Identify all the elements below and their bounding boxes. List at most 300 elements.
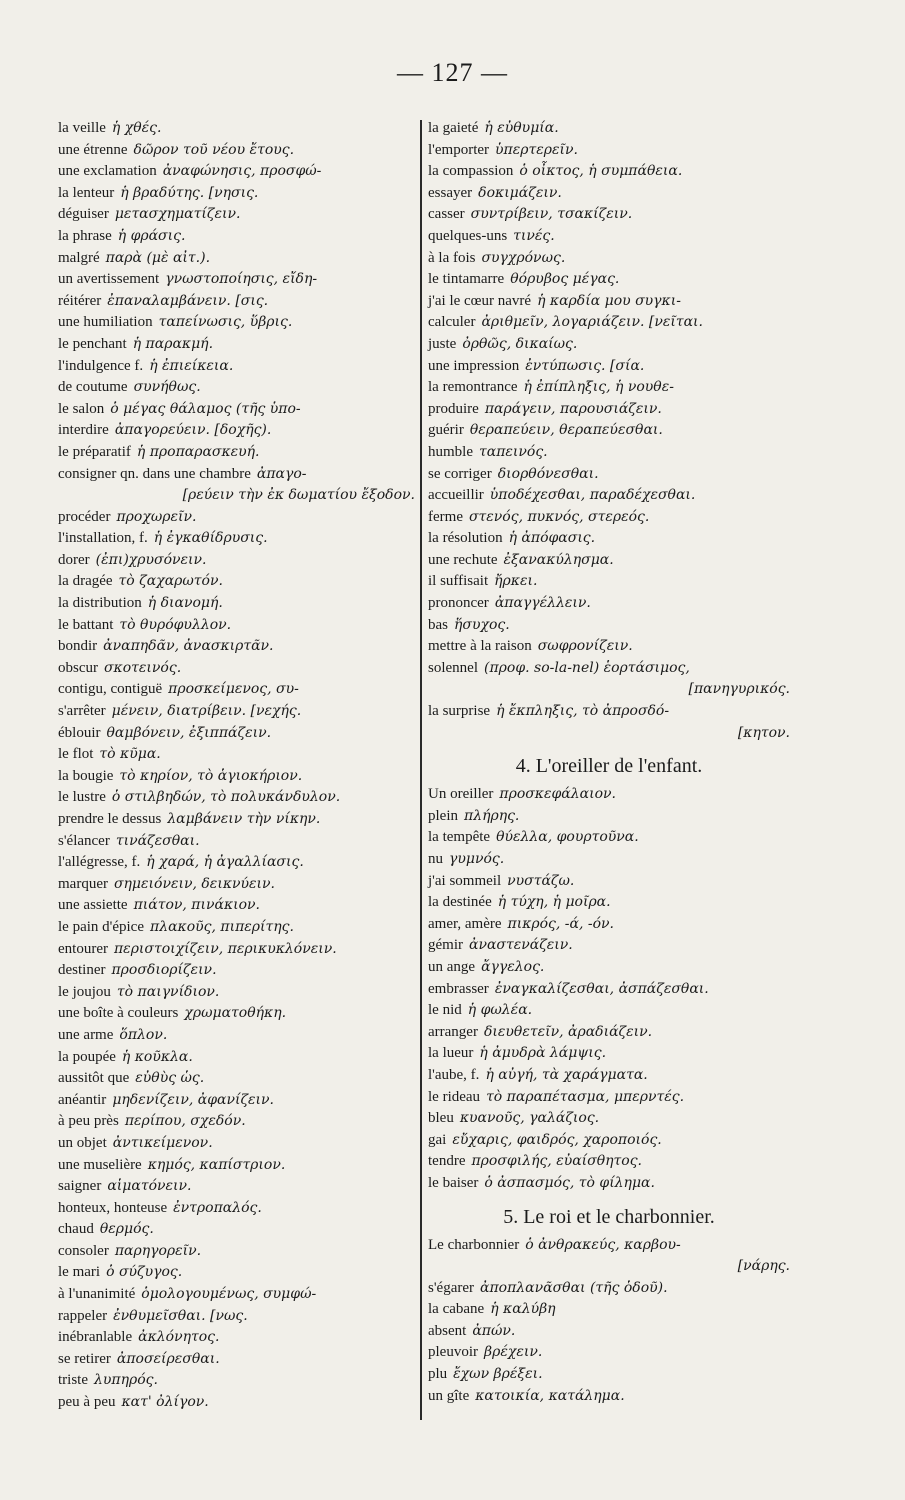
french-term: dorer <box>58 551 90 568</box>
vocab-entry <box>58 1024 415 1046</box>
vocab-entry <box>428 1277 790 1299</box>
greek-translation: ἀπών. <box>472 1322 516 1339</box>
greek-translation: αἱματόνειν. <box>107 1178 192 1195</box>
vocab-entry <box>58 1305 415 1327</box>
vocab-entry <box>58 1283 415 1305</box>
greek-translation: ἡ ἐπίπληξις, ἡ νουθε- <box>523 379 674 396</box>
french-term: honteux, honteuse <box>58 1199 168 1216</box>
french-term: le pain d'épice <box>58 918 144 935</box>
right-column <box>428 117 790 1406</box>
vocab-entry <box>58 916 415 938</box>
greek-translation: ἡ διανομή. <box>147 595 223 612</box>
vocab-entry <box>58 722 415 744</box>
greek-translation: θεραπεύειν, θεραπεύεσθαι. <box>469 422 663 439</box>
greek-translation: ἡ φωλέα. <box>467 1002 533 1019</box>
vocab-entry <box>58 981 415 1003</box>
french-term: chaud <box>58 1221 94 1238</box>
french-term: une étrenne <box>58 141 128 158</box>
greek-translation: ἀναπηδᾶν, ἀνασκιρτᾶν. <box>103 638 274 655</box>
french-term: anéantir <box>58 1091 107 1108</box>
french-term: bondir <box>58 638 98 655</box>
vocab-entry <box>428 484 790 506</box>
greek-translation: ἡ χθές. <box>111 120 162 136</box>
greek-translation: ἀπαγορεύειν. [δοχῆς). <box>114 422 272 439</box>
vocab-entry <box>58 549 415 571</box>
vocab-entry <box>58 938 415 960</box>
vocab-entry <box>428 268 790 290</box>
french-term: se corriger <box>428 465 492 482</box>
vocab-entry <box>58 894 415 916</box>
french-term: arranger <box>428 1023 478 1040</box>
greek-translation: [πανηγυρικός. <box>688 681 790 698</box>
vocab-entry <box>428 570 790 592</box>
greek-translation: ὑποδέχεσθαι, παραδέχεσθαι. <box>489 487 696 504</box>
vocab-entry <box>428 978 790 1000</box>
vocab-entry <box>428 376 790 398</box>
french-term: réitérer <box>58 292 102 309</box>
greek-translation: περιστοιχίζειν, περικυκλόνειν. <box>113 940 337 957</box>
french-term: calculer <box>428 314 476 331</box>
greek-translation: δῶρον τοῦ νέου ἔτους. <box>133 141 295 158</box>
greek-translation: θαμβόνειν, ἐξιππάζειν. <box>106 724 272 741</box>
vocab-entry <box>58 160 415 182</box>
french-term: le nid <box>428 1002 462 1019</box>
greek-translation: ἔχων βρέξει. <box>453 1366 543 1383</box>
french-term: une boîte à couleurs <box>58 1005 179 1022</box>
vocab-entry <box>58 1175 415 1197</box>
greek-translation: ἡ φράσις. <box>117 227 186 244</box>
french-term: un objet <box>58 1134 107 1151</box>
french-term: le salon <box>58 400 105 417</box>
greek-translation: ἀκλόνητος. <box>138 1329 220 1346</box>
greek-translation: [κητον. <box>737 724 790 741</box>
vocab-entry <box>58 355 415 377</box>
french-term: la lueur <box>428 1045 474 1062</box>
greek-translation: ὀρθῶς, δικαίως. <box>462 335 578 352</box>
greek-translation: τινάζεσθαι. <box>115 832 200 849</box>
french-term: entourer <box>58 940 108 957</box>
vocab-entry <box>428 311 790 333</box>
french-term: quelques-uns <box>428 227 508 244</box>
greek-translation: ἡ καρδία μου συγκι- <box>537 292 681 309</box>
greek-translation: ἡ εὐθυμία. <box>484 120 559 136</box>
greek-translation: κατοικία, κατάλημα. <box>475 1387 625 1404</box>
french-term: la phrase <box>58 227 112 244</box>
greek-translation: ἐνθυμεῖσθαι. [νως. <box>113 1307 248 1324</box>
vocab-entry <box>428 956 790 978</box>
vocab-entry <box>58 203 415 225</box>
greek-translation: μηδενίζειν, ἀφανίζειν. <box>112 1091 275 1108</box>
vocab-entry <box>58 1369 415 1391</box>
french-term: gémir <box>428 937 463 954</box>
greek-translation: ἡ αὐγή, τὰ χαράγματα. <box>485 1066 648 1083</box>
vocab-entry <box>428 934 790 956</box>
vocab-entry <box>58 786 415 808</box>
vocab-entry <box>428 805 790 827</box>
vocab-entry <box>428 891 790 913</box>
french-term: s'égarer <box>428 1279 475 1296</box>
french-term: la compassion <box>428 163 514 180</box>
french-term: le flot <box>58 746 94 763</box>
vocab-entry <box>58 333 415 355</box>
french-term: un gîte <box>428 1387 470 1404</box>
greek-translation: μένειν, διατρίβειν. [νεχής. <box>111 703 302 720</box>
greek-translation: ἀριθμεῖν, λογαριάζειν. [νεῖται. <box>481 314 703 331</box>
french-term: solennel <box>428 659 478 676</box>
vocab-entry <box>58 635 415 657</box>
french-term: j'ai le cœur navré <box>428 292 532 309</box>
vocab-entry <box>428 117 790 139</box>
greek-translation: διευθετεῖν, ἀραδιάζειν. <box>483 1023 653 1040</box>
french-term: déguiser <box>58 206 109 223</box>
vocab-entry <box>58 743 415 765</box>
greek-translation: ὁ στιλβηδών, τὸ πολυκάνδυλον. <box>111 789 341 806</box>
french-term: l'aube, f. <box>428 1066 480 1083</box>
greek-translation: προσκείμενος, συ- <box>168 681 299 698</box>
french-term: le rideau <box>428 1088 481 1105</box>
left-column <box>58 117 415 1413</box>
french-term: inébranlable <box>58 1329 133 1346</box>
page-number: — 127 — <box>397 58 508 87</box>
greek-translation: ἡ προπαρασκευή. <box>136 443 260 460</box>
french-term: éblouir <box>58 724 101 741</box>
french-term: l'emporter <box>428 141 490 158</box>
french-term: un avertissement <box>58 271 160 288</box>
greek-translation: εὐθὺς ὡς. <box>135 1070 205 1087</box>
vocab-entry <box>428 635 790 657</box>
french-term: une humiliation <box>58 314 153 331</box>
vocab-entry <box>58 700 415 722</box>
french-term: obscur <box>58 659 98 676</box>
vocab-entry <box>428 1255 790 1277</box>
french-term: le penchant <box>58 335 127 352</box>
french-term: une impression <box>428 357 520 374</box>
right-entries-a <box>428 117 790 743</box>
vocab-entry <box>58 1261 415 1283</box>
vocab-entry <box>58 247 415 269</box>
vocab-entry <box>428 1234 790 1256</box>
french-term: prononcer <box>428 595 489 612</box>
french-term: à l'unanimité <box>58 1286 136 1303</box>
vocab-entry <box>58 1002 415 1024</box>
french-term: à la fois <box>428 249 476 266</box>
french-term: ferme <box>428 508 463 525</box>
vocab-entry <box>58 1240 415 1262</box>
greek-translation: ἀναφώνησις, προσφώ- <box>162 163 322 180</box>
vocab-entry <box>428 441 790 463</box>
french-term: la lenteur <box>58 184 115 201</box>
vocab-entry <box>428 419 790 441</box>
french-term: plein <box>428 807 458 824</box>
vocab-entry <box>428 1042 790 1064</box>
greek-translation: ἀποπλανᾶσθαι (τῆς ὁδοῦ). <box>480 1279 668 1296</box>
french-term: le baiser <box>428 1174 479 1191</box>
greek-translation: ὁ οἶκτος, ἡ συμπάθεια. <box>519 163 683 180</box>
vocab-entry <box>58 657 415 679</box>
vocab-entry <box>58 678 415 700</box>
greek-translation: μετασχηματίζειν. <box>114 206 241 223</box>
vocab-entry <box>58 1089 415 1111</box>
vocab-entry <box>58 1132 415 1154</box>
french-term: la bougie <box>58 767 114 784</box>
french-term: juste <box>428 335 457 352</box>
greek-translation: συγχρόνως. <box>481 249 566 266</box>
greek-translation: τὸ παραπέτασμα, μπερντές. <box>486 1088 685 1105</box>
french-term: j'ai sommeil <box>428 872 502 889</box>
greek-translation: ἤρκει. <box>494 573 538 590</box>
section-heading-5: 5. Le roi et le charbonnier. <box>503 1205 715 1228</box>
greek-translation: τὸ κῦμα. <box>99 746 161 763</box>
vocab-entry <box>58 808 415 830</box>
vocab-entry <box>58 830 415 852</box>
french-term: accueillir <box>428 487 484 504</box>
french-term: tendre <box>428 1153 466 1170</box>
french-term: rappeler <box>58 1307 108 1324</box>
vocab-entry <box>428 506 790 528</box>
french-term: malgré <box>58 249 100 266</box>
french-term: consoler <box>58 1242 109 1259</box>
french-term: bleu <box>428 1110 454 1127</box>
greek-translation: παράγειν, παρουσιάζειν. <box>484 400 662 417</box>
greek-translation: ἡ κοῦκλα. <box>121 1048 193 1065</box>
french-term: le tintamarre <box>428 271 505 288</box>
french-term: consigner qn. dans une chambre <box>58 465 251 482</box>
french-term: embrasser <box>428 980 489 997</box>
greek-translation: ὅπλον. <box>119 1026 168 1043</box>
french-term: l'installation, f. <box>58 530 148 547</box>
greek-translation: παρηγορεῖν. <box>114 1242 202 1259</box>
greek-translation: χρωματοθήκη. <box>184 1005 287 1022</box>
vocab-entry <box>428 1320 790 1342</box>
greek-translation: τὸ θυρόφυλλον. <box>119 616 232 633</box>
vocab-entry <box>58 592 415 614</box>
french-term: la surprise <box>428 703 491 720</box>
vocab-entry <box>58 570 415 592</box>
vocab-entry <box>428 1064 790 1086</box>
french-term: prendre le dessus <box>58 811 162 827</box>
greek-translation: ὑπερτερεῖν. <box>495 141 578 158</box>
vocab-entry <box>428 1129 790 1151</box>
vocab-entry <box>58 851 415 873</box>
vocab-entry <box>428 1021 790 1043</box>
french-term: mettre à la raison <box>428 638 532 655</box>
vocab-entry <box>428 826 790 848</box>
greek-translation: κατ' ὀλίγον. <box>121 1394 209 1411</box>
greek-translation: ὁμολογουμένως, συμφώ- <box>141 1286 317 1303</box>
vocab-entry <box>58 484 415 506</box>
french-term: la destinée <box>428 894 492 911</box>
vocab-entry <box>58 614 415 636</box>
vocab-entry <box>428 463 790 485</box>
greek-translation: ἐντύπωσις. [σία. <box>525 357 645 374</box>
vocab-entry <box>428 722 790 744</box>
vocab-entry <box>58 311 415 333</box>
french-term: gai <box>428 1131 447 1148</box>
vocab-entry <box>428 1298 790 1320</box>
vocab-entry <box>428 999 790 1021</box>
vocab-entry <box>428 1086 790 1108</box>
greek-translation: ἐντροπαλός. <box>173 1199 262 1216</box>
vocab-entry <box>58 182 415 204</box>
french-term: la distribution <box>58 595 142 612</box>
french-term: à peu près <box>58 1113 119 1130</box>
french-term: se retirer <box>58 1350 111 1367</box>
french-term: la veille <box>58 120 106 136</box>
greek-translation: τὸ κηρίον, τὸ ἁγιοκήριον. <box>119 767 303 784</box>
vocab-entry <box>58 419 415 441</box>
french-term: la remontrance <box>428 379 518 396</box>
greek-translation: πλήρης. <box>464 807 520 824</box>
vocab-entry <box>428 333 790 355</box>
french-term: il suffisait <box>428 573 489 590</box>
greek-translation: ἡ χαρά, ἡ ἀγαλλίασις. <box>146 854 304 871</box>
french-term: le mari <box>58 1264 101 1281</box>
greek-translation: θερμός. <box>99 1221 154 1238</box>
greek-translation: κημός, καπίστριον. <box>147 1156 286 1173</box>
vocab-entry <box>428 1385 790 1407</box>
vocab-entry <box>58 1197 415 1219</box>
greek-translation: πιάτον, πινάκιον. <box>133 897 261 914</box>
greek-translation: ἀντικείμενον. <box>112 1134 213 1151</box>
right-entries-b <box>428 783 790 1193</box>
greek-translation: σημειόνειν, δεικνύειν. <box>113 875 275 892</box>
greek-translation: ἡ ἐπιείκεια. <box>149 357 234 374</box>
french-term: saigner <box>58 1178 102 1195</box>
greek-translation: δοκιμάζειν. <box>478 184 562 201</box>
vocab-entry <box>428 527 790 549</box>
greek-translation: ἡ τύχη, ἡ μοῖρα. <box>497 894 611 911</box>
french-term: produire <box>428 400 479 417</box>
greek-translation: ἥσυχος. <box>454 616 510 633</box>
greek-translation: πλακοῦς, πιπερίτης. <box>150 918 294 935</box>
french-term: une arme <box>58 1026 114 1043</box>
greek-translation: τὸ παιγνίδιον. <box>116 983 220 1000</box>
vocab-entry <box>428 592 790 614</box>
greek-translation: θύελλα, φουρτοῦνα. <box>496 829 639 846</box>
vocab-entry <box>58 527 415 549</box>
vocab-entry <box>428 290 790 312</box>
vocab-entry <box>58 1046 415 1068</box>
greek-translation: προσδιορίζειν. <box>111 962 217 979</box>
greek-translation: ἀπαγο- <box>256 465 307 482</box>
french-term: peu à peu <box>58 1394 116 1411</box>
greek-translation: λυπηρός. <box>94 1372 158 1389</box>
french-term: le préparatif <box>58 443 131 460</box>
french-term: un ange <box>428 958 476 975</box>
vocab-entry <box>428 783 790 805</box>
vocab-entry <box>58 1154 415 1176</box>
greek-translation: κυανοῦς, γαλάζιος. <box>459 1110 600 1127</box>
vocab-entry <box>58 463 415 485</box>
french-term: guérir <box>428 422 464 439</box>
french-term: l'indulgence f. <box>58 357 144 374</box>
greek-translation: γνωστοποίησις, εἴδη- <box>165 271 318 288</box>
vocab-entry <box>428 913 790 935</box>
greek-translation: ἀναστενάζειν. <box>469 937 573 954</box>
french-term: aussitôt que <box>58 1070 130 1087</box>
french-term: bas <box>428 616 448 633</box>
vocab-entry <box>58 1326 415 1348</box>
greek-translation: ἄγγελος. <box>481 958 545 975</box>
vocab-entry <box>58 873 415 895</box>
french-term: destiner <box>58 962 106 979</box>
greek-translation: ἡ ἐγκαθίδρυσις. <box>153 530 268 547</box>
greek-translation: ἐπαναλαμβάνειν. [σις. <box>107 292 269 309</box>
greek-translation: ἐξανακύλησμα. <box>503 551 614 568</box>
greek-translation: [νάρης. <box>737 1258 790 1275</box>
french-term: pleuvoir <box>428 1344 478 1361</box>
french-term: une exclamation <box>58 163 157 180</box>
vocab-entry <box>58 117 415 139</box>
greek-translation: σωφρονίζειν. <box>537 638 633 655</box>
vocab-entry <box>428 203 790 225</box>
vocab-entry <box>58 290 415 312</box>
greek-translation: προσφιλής, εὐαίσθητος. <box>471 1153 642 1170</box>
french-term: le battant <box>58 616 114 633</box>
vocab-entry <box>58 1218 415 1240</box>
greek-translation: ὁ ἀσπασμός, τὸ φίλημα. <box>484 1174 655 1191</box>
greek-translation: ἡ ἀμυδρὰ λάμψις. <box>479 1045 607 1062</box>
greek-translation: ταπεινός. <box>479 443 548 460</box>
vocab-entry <box>428 1150 790 1172</box>
greek-translation: εὔχαρις, φαιδρός, χαροποιός. <box>452 1131 662 1148</box>
french-term: la tempête <box>428 829 491 846</box>
vocab-entry <box>58 139 415 161</box>
greek-translation: περίπου, σχεδόν. <box>124 1113 246 1130</box>
vocab-entry <box>428 657 790 679</box>
vocab-entry <box>58 1348 415 1370</box>
vocab-entry <box>58 398 415 420</box>
vocab-entry <box>58 959 415 981</box>
vocab-entry <box>58 268 415 290</box>
vocab-entry <box>428 1341 790 1363</box>
french-term: marquer <box>58 875 108 892</box>
greek-translation: διορθόνεσθαι. <box>497 465 599 482</box>
greek-translation: θόρυβος μέγας. <box>510 271 620 288</box>
greek-translation: πικρός, -ά, -όν. <box>507 915 614 932</box>
french-term: nu <box>428 851 443 867</box>
right-entries-c <box>428 1234 790 1407</box>
greek-translation: συνήθως. <box>133 379 201 396</box>
french-term: une rechute <box>428 551 498 568</box>
french-term: contigu, contiguë <box>58 681 163 698</box>
greek-translation: ἀπαγγέλλειν. <box>494 595 591 612</box>
greek-translation: προχωρεῖν. <box>116 508 197 525</box>
vocab-entry <box>58 441 415 463</box>
french-term: Le charbonnier <box>428 1236 520 1253</box>
greek-translation: προσκεφάλαιον. <box>499 786 616 803</box>
vocab-entry <box>428 1107 790 1129</box>
greek-translation: ἐναγκαλίζεσθαι, ἀσπάζεσθαι. <box>494 980 709 997</box>
greek-translation: ἀποσείρεσθαι. <box>116 1350 220 1367</box>
vocab-entry <box>58 1110 415 1132</box>
greek-translation: παρὰ (μὲ αἰτ.). <box>105 249 211 266</box>
greek-translation: ὁ μέγας θάλαμος (τῆς ὑπο- <box>110 400 301 417</box>
vocab-entry <box>428 1363 790 1385</box>
vocab-entry <box>58 1067 415 1089</box>
greek-translation: τὸ ζαχαρωτόν. <box>118 573 223 590</box>
french-term: triste <box>58 1372 88 1389</box>
french-term: plu <box>428 1366 448 1383</box>
greek-translation: ταπείνωσις, ὕβρις. <box>158 314 293 331</box>
vocab-entry <box>428 225 790 247</box>
vocab-entry <box>428 355 790 377</box>
vocab-entry <box>428 700 790 722</box>
greek-translation: τινές. <box>513 227 555 244</box>
french-term: Un oreiller <box>428 786 494 803</box>
greek-translation: ὁ σύζυγος. <box>106 1264 183 1281</box>
vocab-entry <box>428 160 790 182</box>
